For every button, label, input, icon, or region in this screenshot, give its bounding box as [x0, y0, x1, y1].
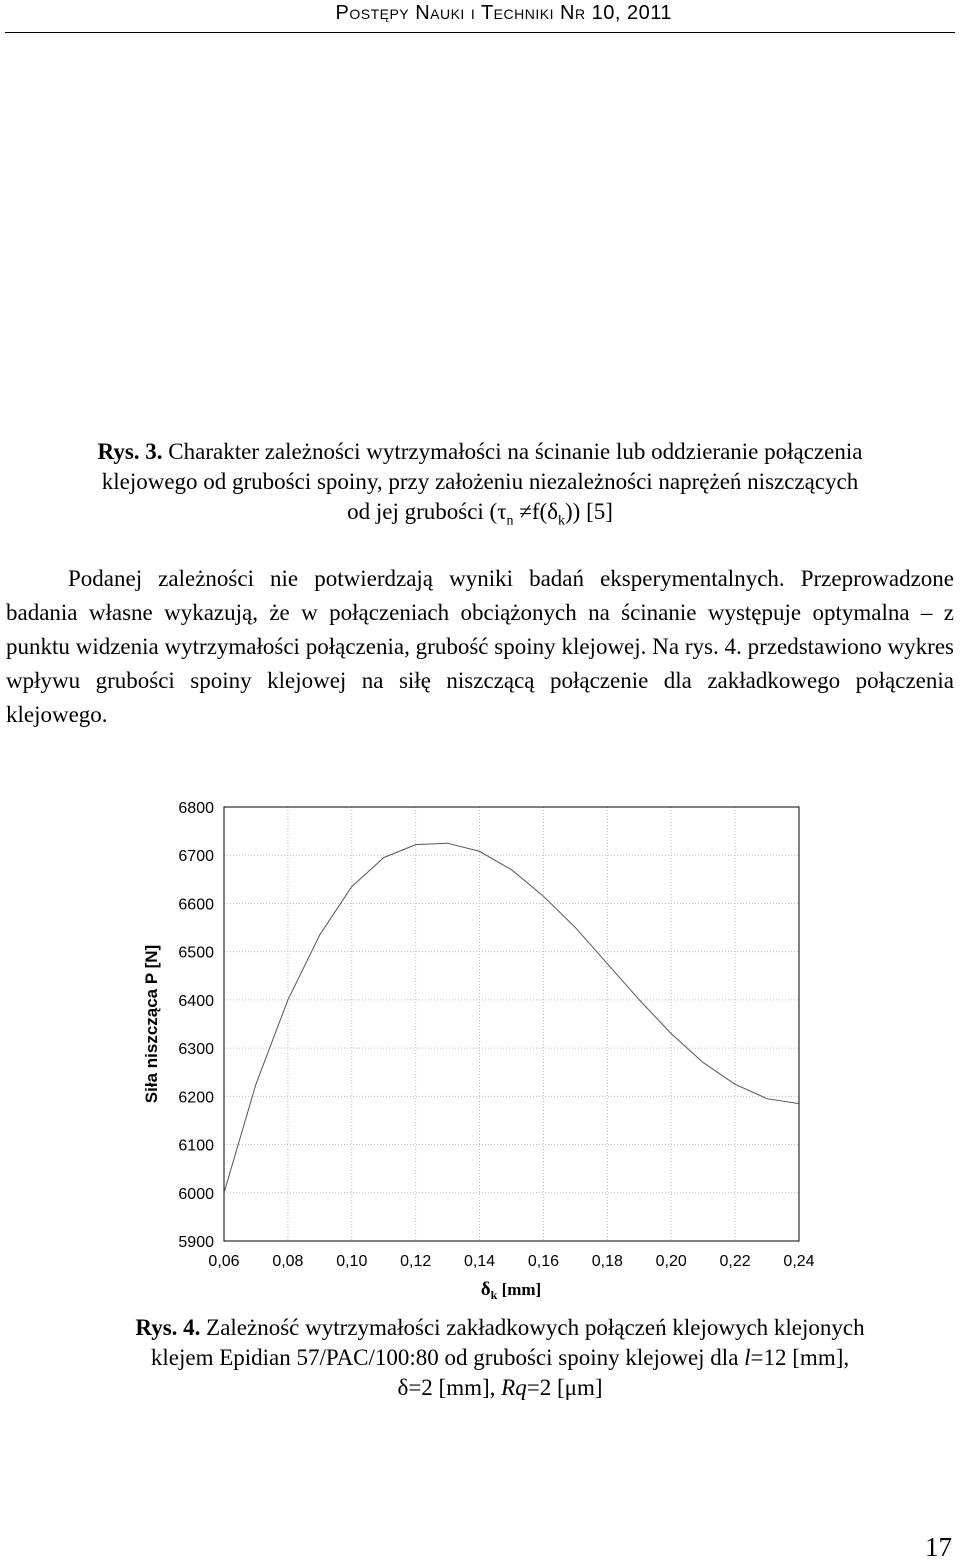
plot-frame: [224, 807, 799, 1241]
figure-3-caption-line-3: [40, 497, 920, 537]
x-axis-label: [481, 1279, 541, 1302]
body-paragraph: [6, 562, 954, 732]
figure-4-caption-text-3a: δ=2 [mm],: [397, 1375, 502, 1400]
figure-3-caption-text-3a: od jej grubości (τ: [347, 499, 507, 524]
chart-grid: [224, 807, 799, 1241]
figure-3-caption-text-3c: )) [5]: [565, 499, 613, 524]
roughness-variable: Rq: [501, 1375, 527, 1400]
x-tick-label: 0,10: [336, 1253, 368, 1270]
y-tick-label: 6700: [178, 848, 214, 866]
length-variable: l: [744, 1345, 751, 1370]
y-tick-label: 6500: [178, 944, 214, 962]
y-axis-label: Siła niszcząca P [N]: [142, 944, 161, 1104]
x-tick-label: 0,08: [272, 1253, 304, 1270]
figure-4-label: Rys. 4.: [135, 1315, 201, 1340]
y-tick-label: 6100: [178, 1137, 214, 1155]
x-tick-label: 0,20: [655, 1253, 687, 1270]
x-axis-subscript: k: [490, 1288, 498, 1302]
x-tick-label: 0,22: [719, 1253, 751, 1270]
figure-4-caption-text-2a: klejem Epidian 57/PAC/100:80 od grubości spoiny klejowej dla: [150, 1345, 745, 1370]
x-tick-label: 0,18: [591, 1253, 623, 1270]
series-line: [224, 843, 799, 1193]
y-tick-label: 6300: [178, 1041, 214, 1059]
figure-3-caption-line-2: klejowego od grubości spoiny, przy założeniu niezależności naprężeń niszczących: [101, 469, 859, 494]
figure-4-caption-text-3b: =2 [μm]: [526, 1375, 603, 1400]
figure-4-caption-line-1: [60, 1313, 940, 1343]
figure-4-caption-text-1: Zależność wytrzymałości zakładkowych połączeń klejowych klejonych: [206, 1315, 865, 1340]
y-tick-label: 6800: [178, 800, 214, 817]
figure-4-caption-text-2b: =12 [mm],: [750, 1345, 850, 1370]
y-tick-label: 6000: [178, 1185, 214, 1203]
figure-3-caption-text-3b: ≠f(δ: [513, 499, 558, 524]
page-number: 17: [925, 1532, 952, 1562]
figure-3-caption-text-1: Charakter zależności wytrzymałości na ścinanie lub oddzieranie połączenia: [168, 439, 863, 464]
figure-3-caption: [40, 437, 920, 537]
y-tick-label: 6400: [178, 992, 214, 1010]
figure-3-label: Rys. 3.: [97, 439, 163, 464]
tau-subscript: n: [506, 513, 514, 529]
y-tick-label: 6200: [178, 1089, 214, 1107]
figure-4-caption: [60, 1313, 940, 1403]
figure-4-caption-line-2: [60, 1343, 940, 1373]
y-tick-label: 5900: [178, 1234, 214, 1251]
x-axis-unit: [mm]: [497, 1280, 542, 1299]
x-tick-labels: [208, 1253, 814, 1270]
x-tick-label: 0,14: [463, 1253, 496, 1270]
paragraph-text: Podanej zależności nie potwierdzają wyniki badań eksperymentalnych. Przeprowadzone badania własne wykazują, że w połączeniach obciążonych na ścinanie występuje optymalna – z punktu widzenia wytrzymałości połączenia, grubość spoiny klejowej. Na rys. 4. przedstawiono wykres wpływu grubości spoiny klejowej na siłę niszczącą połączenie dla zakładkowego połączenia klejowego.: [6, 566, 954, 727]
figure-4-caption-line-3: [60, 1373, 940, 1403]
force-vs-thickness-chart: [0, 780, 960, 1310]
figure-3-caption-line-1: [40, 437, 920, 467]
running-header: [0, 0, 960, 38]
y-tick-label: 6600: [178, 896, 214, 914]
x-tick-label: 0,16: [527, 1253, 560, 1270]
journal-title: Postępy Nauki i Techniki Nr 10, 2011: [335, 2, 672, 24]
x-tick-label: 0,24: [783, 1253, 815, 1270]
x-axis-symbol: δ: [480, 1279, 491, 1300]
y-tick-labels: [178, 800, 214, 1251]
delta-subscript: k: [558, 513, 565, 529]
x-tick-label: 0,06: [208, 1253, 240, 1270]
header-rule: [5, 32, 955, 33]
x-tick-label: 0,12: [400, 1253, 432, 1270]
